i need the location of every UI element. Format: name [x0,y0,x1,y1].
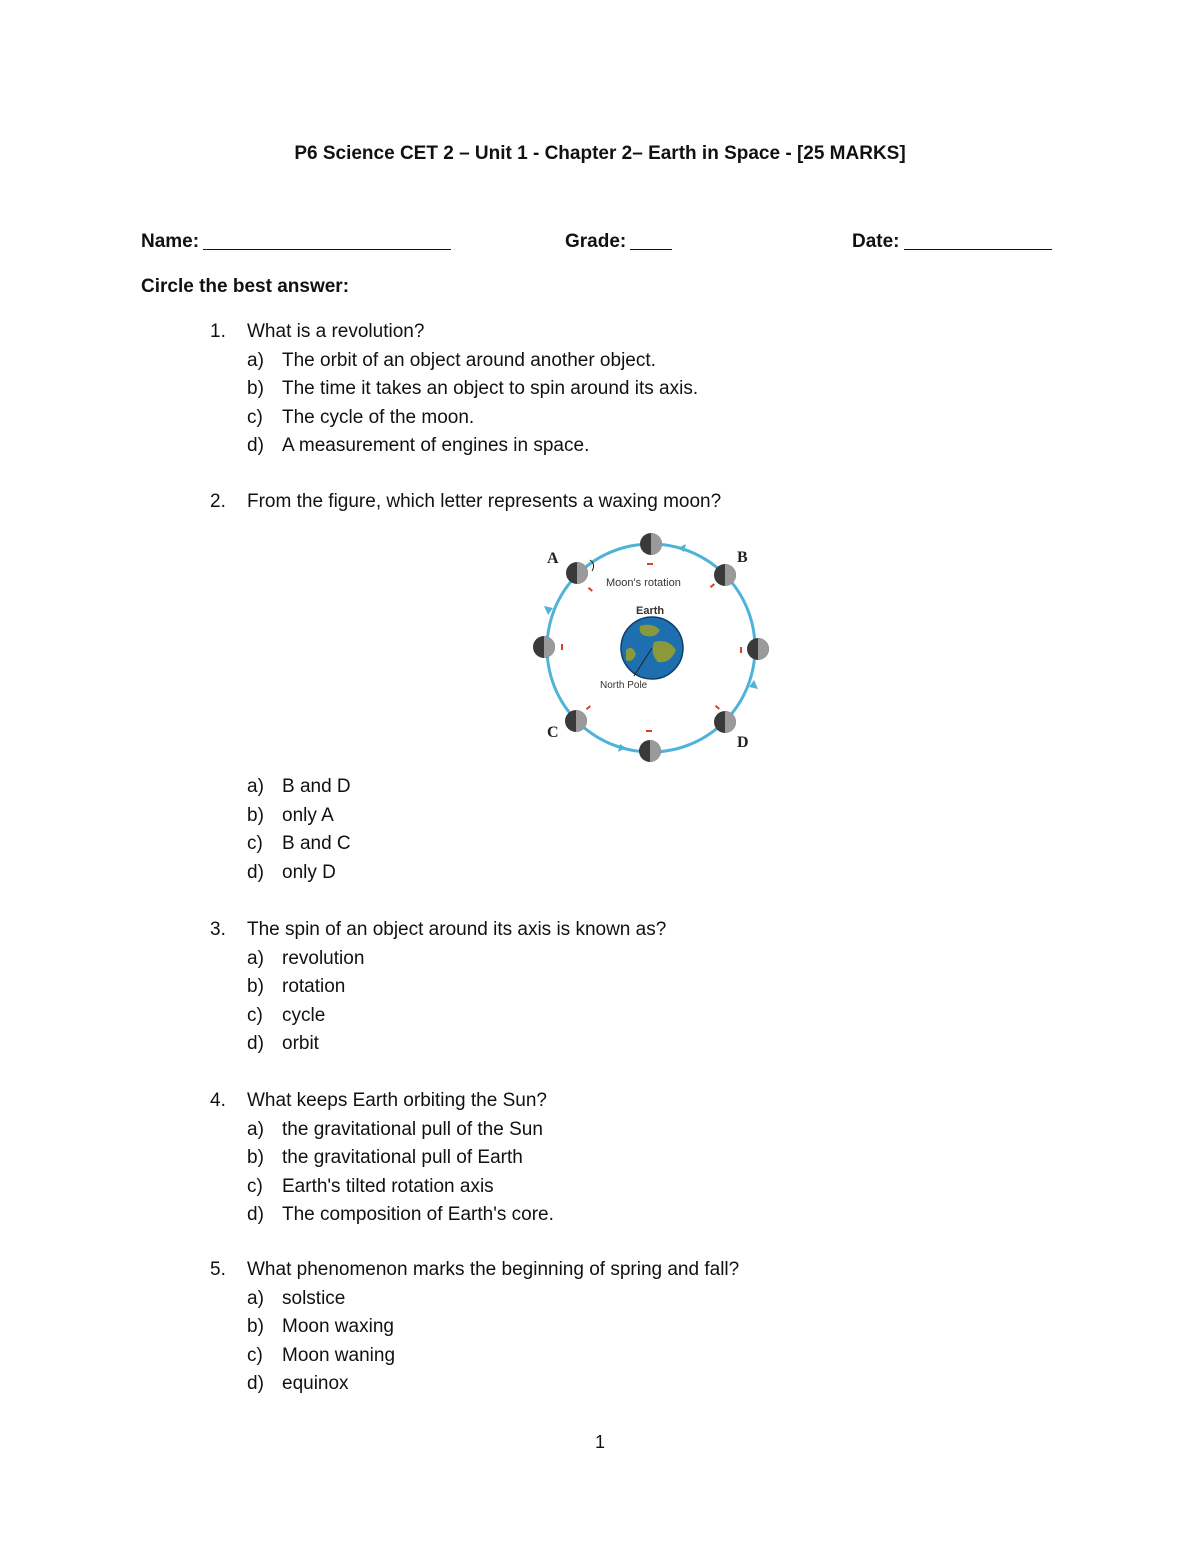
question-text: What keeps Earth orbiting the Sun? [247,1090,547,1111]
option-text: Moon waxing [282,1316,394,1337]
option-letter: d) [247,1373,264,1394]
question-stem [210,488,1110,517]
question-stem [210,1087,1110,1116]
option-text: only D [282,861,336,883]
option-letter: d) [247,1033,264,1054]
option-text: A measurement of engines in space. [282,435,590,456]
label-a: A [547,550,559,567]
option-letter: a) [247,947,264,969]
date-blank[interactable] [904,231,1052,250]
question-2-options [210,773,1110,887]
answer-option[interactable] [210,1002,1110,1031]
option-text: rotation [282,976,346,997]
option-letter: a) [247,1287,264,1309]
moon-icon [640,533,662,555]
name-blank[interactable] [203,231,451,250]
option-letter: b) [247,976,264,997]
option-letter: a) [247,1118,264,1140]
question-text: From the figure, which letter represents a waxing moon? [247,491,722,512]
option-letter: b) [247,1147,264,1168]
moon-icon [533,636,555,658]
answer-option[interactable] [210,859,1110,888]
question-number: 3. [210,919,226,940]
instruction-text: Circle the best answer: [141,276,350,297]
label-d: D [737,734,749,751]
answer-option[interactable] [210,1173,1110,1202]
option-text: cycle [282,1004,326,1026]
answer-option[interactable] [210,945,1110,974]
question-text: What is a revolution? [247,321,425,342]
answer-option[interactable] [210,404,1110,433]
option-text: the gravitational pull of the Sun [282,1118,543,1140]
question-2 [210,488,1110,517]
grade-field[interactable] [565,231,672,253]
option-text: The orbit of an object around another object. [282,349,656,371]
option-text: The time it takes an object to spin around its axis. [282,378,699,399]
option-letter: b) [247,378,264,399]
option-text: Moon waning [282,1344,396,1366]
answer-option[interactable] [210,802,1110,831]
answer-option[interactable] [210,347,1110,376]
moon-icon [747,638,769,660]
answer-option[interactable] [210,1285,1110,1314]
question-text: What phenomenon marks the beginning of spring and fall? [247,1259,740,1280]
answer-option[interactable] [210,1116,1110,1145]
page-title: P6 Science CET 2 – Unit 1 - Chapter 2– Earth in Space - [25 MARKS] [294,143,906,164]
answer-option[interactable] [210,375,1110,404]
option-letter: b) [247,804,264,826]
moon-rotation-label: Moon's rotation [606,577,681,589]
earth-label: Earth [636,605,665,617]
option-letter: c) [247,406,263,428]
option-letter: c) [247,1004,263,1026]
label-c: C [547,724,559,741]
option-text: solstice [282,1287,346,1309]
north-pole-label: North Pole [600,680,648,691]
option-letter: d) [247,1204,264,1225]
moon-icon [565,710,587,732]
question-stem [210,1256,1110,1285]
option-text: only A [282,804,334,826]
question-number: 1. [210,321,226,342]
answer-option[interactable] [210,1030,1110,1059]
option-text: B and C [282,833,351,854]
option-letter: c) [247,1175,263,1197]
grade-blank[interactable] [630,231,672,250]
option-letter: c) [247,1344,263,1366]
moon-icon [714,564,736,586]
question-number: 4. [210,1090,226,1111]
option-text: The composition of Earth's core. [282,1204,554,1225]
moon-icon [714,711,736,733]
moon-icon [566,562,588,584]
page-number: 1 [594,1432,605,1452]
answer-option[interactable] [210,1342,1110,1371]
grade-label: Grade: [565,231,627,252]
date-label: Date: [852,231,900,252]
name-field[interactable] [141,231,451,253]
date-field[interactable] [852,231,1052,253]
moon-phases-figure [528,530,778,770]
answer-option[interactable] [210,1370,1110,1399]
option-letter: b) [247,1316,264,1337]
question-5 [210,1256,1110,1399]
answer-option[interactable] [210,773,1110,802]
question-3 [210,916,1110,1059]
option-letter: a) [247,349,264,371]
question-number: 2. [210,491,226,512]
answer-option[interactable] [210,1144,1110,1173]
option-letter: d) [247,861,264,883]
name-label: Name: [141,231,200,252]
option-text: Earth's tilted rotation axis [282,1175,494,1197]
label-b: B [737,549,748,566]
option-text: revolution [282,947,365,969]
student-info-row [0,231,1200,259]
option-text: equinox [282,1373,349,1394]
option-letter: c) [247,833,263,854]
question-stem [210,916,1110,945]
moon-icon [639,740,661,762]
option-letter: a) [247,776,264,797]
question-4 [210,1087,1110,1230]
option-text: B and D [282,776,351,797]
question-number: 5. [210,1259,226,1280]
answer-option[interactable] [210,432,1110,461]
question-1 [210,318,1110,461]
moon-orbit-diagram [528,530,778,770]
answer-option[interactable] [210,1313,1110,1342]
answer-option[interactable] [210,1201,1110,1230]
orbit-arrow-icon [618,744,626,752]
answer-option[interactable] [210,830,1110,859]
option-text: The cycle of the moon. [282,406,475,428]
option-letter: d) [247,435,264,456]
answer-option[interactable] [210,973,1110,1002]
option-text: the gravitational pull of Earth [282,1147,523,1168]
option-text: orbit [282,1033,319,1054]
question-text: The spin of an object around its axis is known as? [247,919,667,940]
question-stem [210,318,1110,347]
